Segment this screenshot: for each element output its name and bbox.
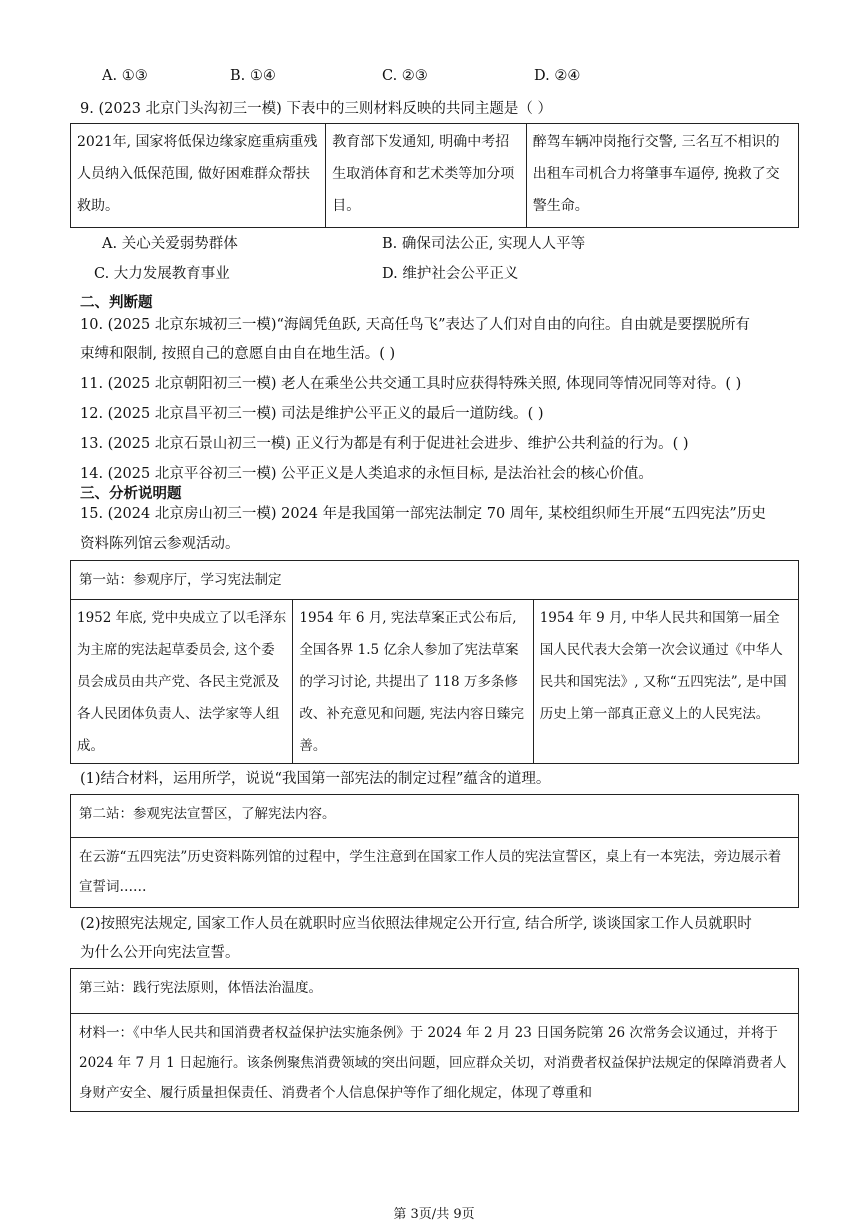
q12: 12. (2025 北京昌平初三一模) 司法是维护公平正义的最后一道防线。( ) xyxy=(80,406,544,422)
q9-cell-3: 醉驾车辆冲岗拖行交警, 三名互不相识的出租车司机合力将肇事车逼停, 挽救了交警生命。 xyxy=(532,134,780,214)
q10-line-1: 10. (2025 北京东城初三一模)“海阔凭鱼跃, 天高任鸟飞”表达了人们对自由的向往。自由就是要摆脱所有 xyxy=(80,317,751,333)
station2-title: 第二站：参观宪法宣誓区，了解宪法内容。 xyxy=(79,806,336,822)
station1-table xyxy=(70,599,799,764)
page-number: 第 3页/共 9页 xyxy=(393,1207,475,1222)
station3-box xyxy=(70,968,799,1112)
station1-title-box xyxy=(70,560,799,600)
q8-option-d: D. ②④ xyxy=(534,68,581,84)
section-heading-analysis: 三、分析说明题 xyxy=(80,486,182,502)
station2-body: 在云游“五四宪法”历史资料陈列馆的过程中，学生注意到在国家工作人员的宪法宣誓区，桌上有一本宪法，旁边展示着宣誓词…… xyxy=(71,837,798,906)
station3-title: 第三站：践行宪法原则，体悟法治温度。 xyxy=(79,980,322,996)
station3-body: 材料一：《中华人民共和国消费者权益保护法实施条例》于 2024 年 2 月 23 日国务院第 26 次常务会议通过，并将于 2024 年 7 月 1 日起施行。该条例聚焦消费领域的突出问题，回应群众关切，对消费者权益保护法规定的保障消费者人身财产安全、履行质量担保责任、消费者个人信息保护等作了细化规定，体现了尊重和 xyxy=(71,1013,798,1112)
q8-option-b: B. ①④ xyxy=(230,68,276,84)
station1-cell-2: 1954 年 6 月, 宪法草案正式公布后, 全国各界 1.5 亿余人参加了宪法草案的学习讨论, 共提出了 118 万多条修改、补充意见和问题, 宪法内容日臻完善。 xyxy=(299,610,524,754)
station1-cell-1: 1952 年底, 党中央成立了以毛泽东为主席的宪法起草委员会, 这个委员会成员由共产党、各民主党派及各人民团体负责人、法学家等人组成。 xyxy=(77,610,287,754)
q13: 13. (2025 北京石景山初三一模) 正义行为都是有利于促进社会进步、维护公共利益的行为。( ) xyxy=(80,436,689,452)
sub-question-1: (1)结合材料，运用所学，说说“我国第一部宪法的制定过程”蕴含的道理。 xyxy=(80,771,551,787)
q9-option-d: D. 维护社会公平正义 xyxy=(382,266,519,282)
section-heading-judgement: 二、判断题 xyxy=(80,295,153,311)
q15-line-1: 15. (2024 北京房山初三一模) 2024 年是我国第一部宪法制定 70 周年, 某校组织师生开展“五四宪法”历史 xyxy=(80,506,766,522)
q9-option-a: A. 关心关爱弱势群体 xyxy=(102,236,238,252)
q9-material-table xyxy=(70,123,799,228)
station1-title: 第一站：参观序厅，学习宪法制定 xyxy=(79,572,282,588)
station1-cell-3: 1954 年 9 月, 中华人民共和国第一届全国人民代表大会第一次会议通过《中华人民共和国宪法》, 又称“五四宪法”, 是中国历史上第一部真正意义上的人民宪法。 xyxy=(539,610,787,722)
q9-cell-2: 教育部下发通知, 明确中考招生取消体育和艺术类等加分项目。 xyxy=(332,134,515,214)
q9-stem: 9. (2023 北京门头沟初三一模) 下表中的三则材料反映的共同主题是（ ） xyxy=(80,101,552,117)
q8-option-a: A. ①③ xyxy=(102,68,148,84)
q9-option-b: B. 确保司法公正, 实现人人平等 xyxy=(382,236,586,252)
q15-line-2: 资料陈列馆云参观活动。 xyxy=(80,536,240,552)
sub-question-2-line-1: (2)按照宪法规定, 国家工作人员在就职时应当依照法律规定公开行宣, 结合所学, 谈谈国家工作人员就职时 xyxy=(80,916,752,932)
q10-line-2: 束缚和限制, 按照自己的意愿自由自在地生活。( ) xyxy=(80,346,396,362)
q9-option-c: C. 大力发展教育事业 xyxy=(94,266,230,282)
q14: 14. (2025 北京平谷初三一模) 公平正义是人类追求的永恒目标, 是法治社会的核心价值。 xyxy=(80,466,653,482)
sub-question-2-line-2: 为什么公开向宪法宣誓。 xyxy=(80,945,240,961)
q8-option-c: C. ②③ xyxy=(382,68,428,84)
q9-cell-1: 2021年, 国家将低保边缘家庭重病重残人员纳入低保范围, 做好困难群众帮扶救助。 xyxy=(77,134,318,214)
q11: 11. (2025 北京朝阳初三一模) 老人在乘坐公共交通工具时应获得特殊关照, 体现同等情况同等对待。( ) xyxy=(80,376,742,392)
station2-box xyxy=(70,794,799,908)
